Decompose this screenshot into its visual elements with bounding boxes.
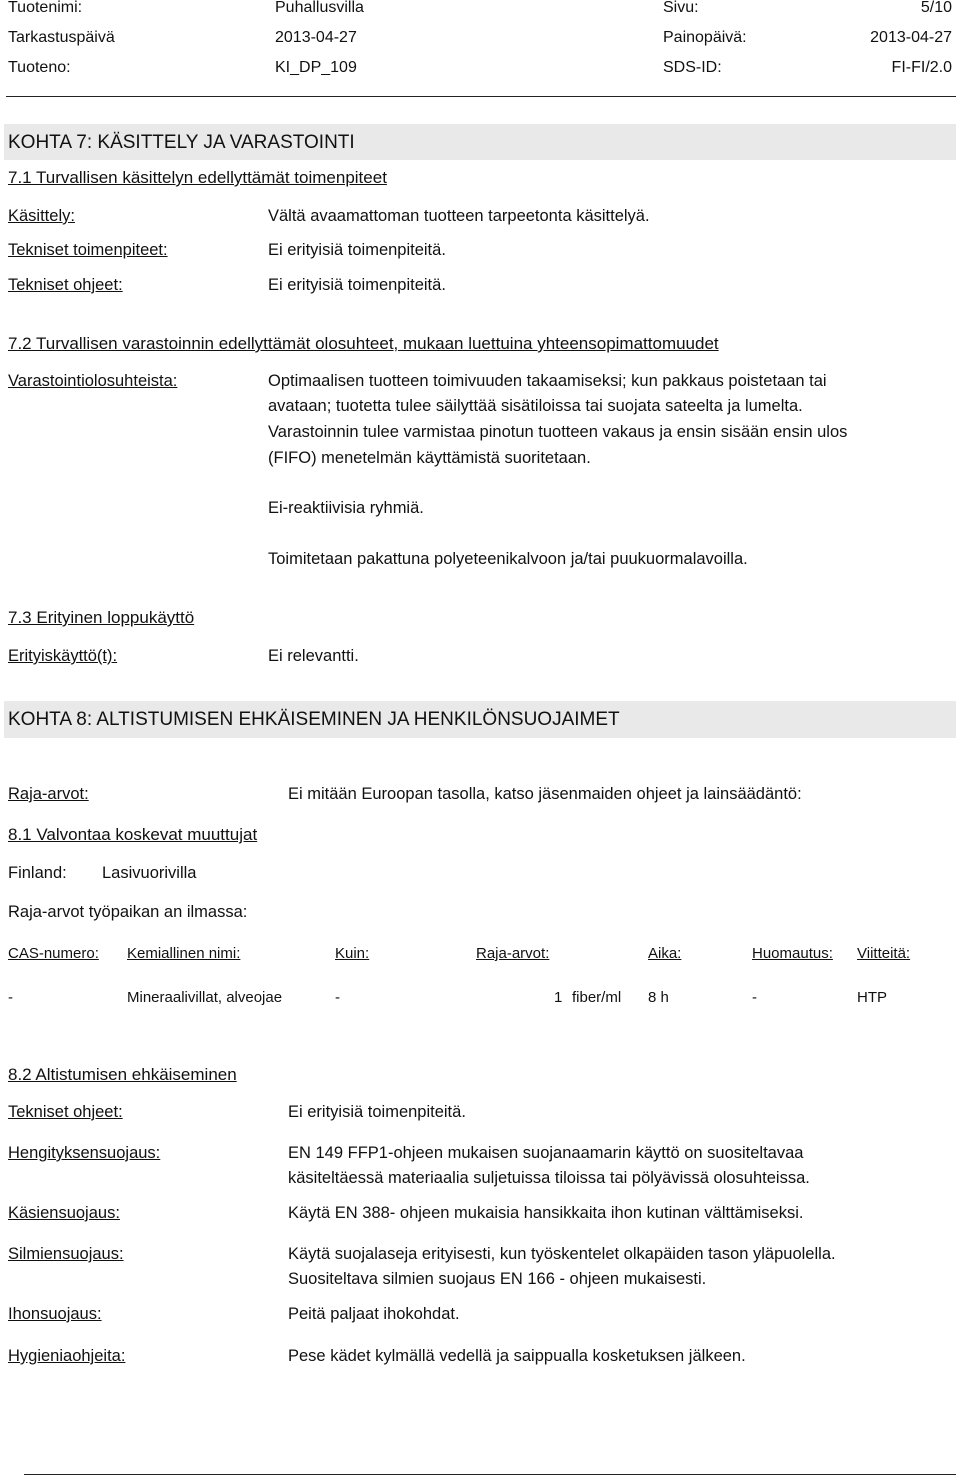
- respiratory-line-1: EN 149 FFP1-ohjeen mukaisen suojanaamarin käyttö on suositeltavaa: [288, 1144, 804, 1162]
- table-header-note: Huomautus:: [752, 945, 833, 962]
- eye-protection-label: Silmiensuojaus:: [8, 1245, 124, 1263]
- header-divider: [6, 96, 956, 97]
- tech-measures-value: Ei erityisiä toimenpiteitä.: [268, 241, 446, 259]
- hand-protection-value: Käytä EN 388- ohjeen mukaisia hansikkaita ihon kutinan välttämiseksi.: [288, 1204, 804, 1222]
- tech-guidance-82-value: Ei erityisiä toimenpiteitä.: [288, 1103, 466, 1121]
- eye-protection-line-1: Käytä suojalaseja erityisesti, kun työskentelet olkapäiden tason yläpuolella.: [288, 1245, 836, 1263]
- product-name-value: Puhallusvilla: [275, 0, 364, 16]
- storage-line-1: Optimaalisen tuotteen toimivuuden takaamiseksi; kun pakkaus poistetaan tai: [268, 372, 827, 390]
- skin-protection-value: Peitä paljaat ihokohdat.: [288, 1305, 460, 1323]
- hygiene-value: Pese kädet kylmällä vedellä ja saippualla kosketuksen jälkeen.: [288, 1347, 746, 1365]
- eye-protection-line-2: Suositeltava silmien suojaus EN 166 - ohjeen mukaisesti.: [288, 1270, 707, 1288]
- specific-use-label: Erityiskäyttö(t):: [8, 647, 118, 665]
- storage-line-4: (FIFO) menetelmän käyttämistä suoritetaan.: [268, 449, 591, 467]
- table-cell-limit-unit: fiber/ml: [572, 989, 622, 1006]
- table-header-chemical-name: Kemiallinen nimi:: [127, 945, 241, 962]
- revision-date-value: 2013-04-27: [275, 29, 357, 46]
- respiratory-line-2: käsiteltäessä materiaalia suljetuissa tiloissa tai pölyävissä olosuhteissa.: [288, 1169, 810, 1187]
- product-name-label: Tuotenimi:: [8, 0, 83, 16]
- tech-measures-label: Tekniset toimenpiteet:: [8, 241, 168, 259]
- section71-title: 7.1 Turvallisen käsittelyn edellyttämät toimenpiteet: [8, 168, 387, 187]
- section7-title: KOHTA 7: KÄSITTELY JA VARASTOINTI: [8, 132, 355, 153]
- limit-values-label: Raja-arvot:: [8, 785, 89, 803]
- product-no-value: KI_DP_109: [275, 59, 357, 76]
- handling-value: Vältä avaamattoman tuotteen tarpeetonta käsittelyä.: [268, 207, 650, 225]
- hand-protection-label: Käsiensuojaus:: [8, 1204, 120, 1222]
- table-cell-limit-number: 1: [554, 989, 563, 1006]
- page-value: 5/10: [920, 0, 952, 16]
- table-cell-ref: HTP: [857, 989, 887, 1006]
- table-cell-name: Mineraalivillat, alveojae: [127, 989, 283, 1006]
- limit-values-value: Ei mitään Euroopan tasolla, katso jäsenmaiden ohjeet ja lainsäädäntö:: [288, 785, 802, 803]
- table-cell-time: 8 h: [648, 989, 669, 1006]
- tech-guidance-82-label: Tekniset ohjeet:: [8, 1103, 123, 1121]
- print-date-label: Painopäivä:: [663, 29, 747, 46]
- skin-protection-label: Ihonsuojaus:: [8, 1305, 102, 1323]
- section82-title: 8.2 Altistumisen ehkäiseminen: [8, 1065, 237, 1084]
- page-label: Sivu:: [663, 0, 699, 16]
- country-label: Finland:: [8, 864, 67, 882]
- hygiene-label: Hygieniaohjeita:: [8, 1347, 126, 1365]
- tech-guidance-label: Tekniset ohjeet:: [8, 276, 123, 294]
- section72-title: 7.2 Turvallisen varastoinnin edellyttämät olosuhteet, mukaan luettuina yhteensopimattomuudet: [8, 334, 719, 353]
- table-header-time: Aika:: [648, 945, 682, 962]
- storage-line-3: Varastoinnin tulee varmistaa pinotun tuotteen vakaus ja ensin sisään ensin ulos: [268, 423, 848, 441]
- sds-id-label: SDS-ID:: [663, 59, 722, 76]
- print-date-value: 2013-04-27: [870, 29, 952, 46]
- table-cell-cas: -: [8, 989, 13, 1006]
- storage-line-2: avataan; tuotetta tulee säilyttää sisätiloissa tai suojata sateelta ja lumelta.: [268, 397, 803, 415]
- delivery-text: Toimitetaan pakattuna polyeteenikalvoon ja/tai puukuormalavoilla.: [268, 550, 748, 568]
- table-header-ref: Viitteitä:: [857, 945, 911, 962]
- specific-use-value: Ei relevantti.: [268, 647, 359, 665]
- sds-id-value: FI-FI/2.0: [891, 59, 952, 76]
- section73-title: 7.3 Erityinen loppukäyttö: [8, 608, 195, 627]
- revision-date-label: Tarkastuspäivä: [8, 29, 115, 46]
- footer-divider: [24, 1474, 956, 1475]
- storage-label: Varastointiolosuhteista:: [8, 372, 178, 390]
- table-cell-note: -: [752, 989, 757, 1006]
- country-value: Lasivuorivilla: [102, 864, 197, 882]
- respiratory-label: Hengityksensuojaus:: [8, 1144, 161, 1162]
- tech-guidance-value: Ei erityisiä toimenpiteitä.: [268, 276, 446, 294]
- table-header-cas: CAS-numero:: [8, 945, 99, 962]
- section81-title: 8.1 Valvontaa koskevat muuttujat: [8, 825, 258, 844]
- section8-title: KOHTA 8: ALTISTUMISEN EHKÄISEMINEN JA HENKILÖNSUOJAIMET: [8, 709, 620, 730]
- handling-label: Käsittely:: [8, 207, 75, 225]
- table-header-kuin: Kuin:: [335, 945, 370, 962]
- non-reactive-text: Ei-reaktiivisia ryhmiä.: [268, 499, 424, 517]
- product-no-label: Tuoteno:: [8, 59, 71, 76]
- workplace-label: Raja-arvot työpaikan an ilmassa:: [8, 903, 248, 921]
- table-cell-kuin: -: [335, 989, 340, 1006]
- table-header-limit: Raja-arvot:: [476, 945, 550, 962]
